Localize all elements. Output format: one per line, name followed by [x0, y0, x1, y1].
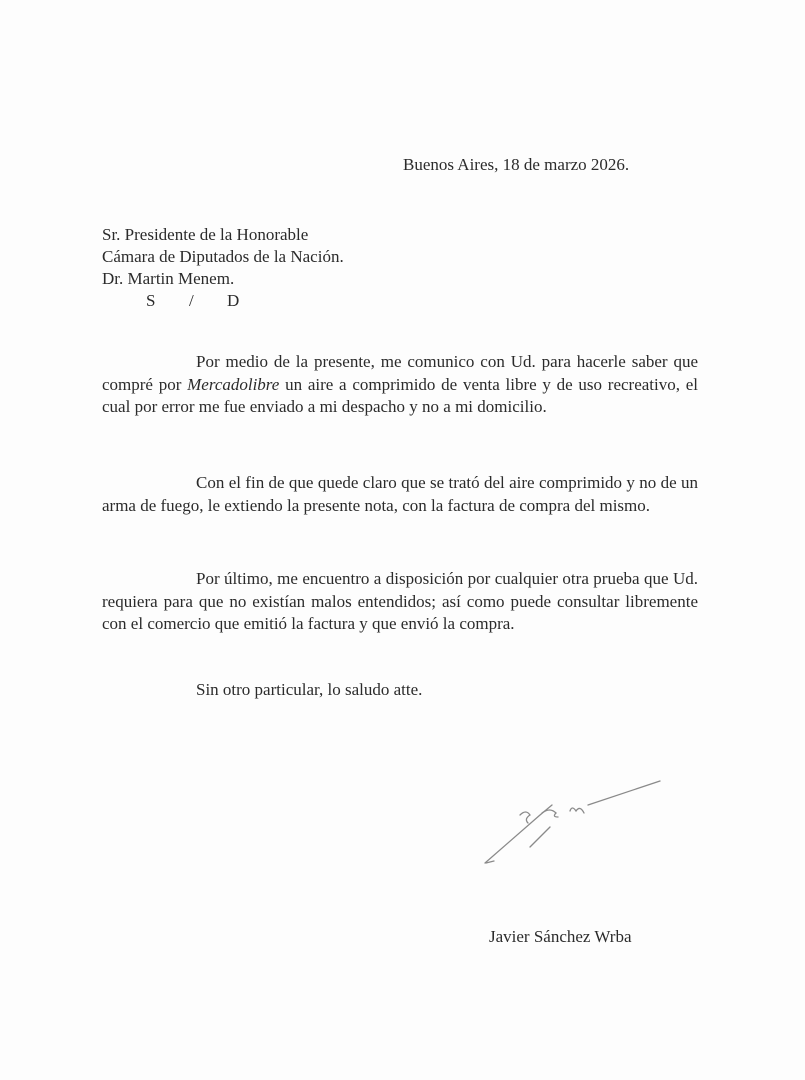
addressee-line-2: Cámara de Diputados de la Nación. [102, 247, 344, 266]
handwritten-signature-icon [480, 775, 680, 885]
date-line: Buenos Aires, 18 de marzo 2026. [403, 155, 630, 174]
paragraph-1-text-a: Por medio de la presente, me comunico con Ud. para hacerle saber que compré por [102, 352, 698, 394]
s-d-line [102, 290, 344, 312]
paragraph-4: Sin otro particular, lo saludo atte. [196, 680, 423, 699]
addressee-block [102, 224, 344, 312]
mercadolibre-italic: Mercadolibre [187, 374, 280, 394]
paragraph-3: Por último, me encuentro a disposición por cualquier otra prueba que Ud. requiera para que no existían malos entendidos; así como puede consultar libremente con el comercio que emitió la factura y que envió la compra. [102, 569, 698, 633]
paragraph-1 [102, 351, 698, 419]
signer-name: Javier Sánchez Wrba [489, 927, 632, 946]
d-letter: D [227, 291, 240, 310]
paragraph-2: Con el fin de que quede claro que se trató del aire comprimido y no de un arma de fuego, le extiendo la presente nota, con la factura de compra del mismo. [102, 473, 698, 515]
paragraph-1-text-b: un aire a comprimido de venta libre y de uso recreativo, el cual por error me fue enviado a mi despacho y no a mi domicilio. [102, 374, 698, 416]
slash: / [189, 291, 194, 310]
addressee-line-1: Sr. Presidente de la Honorable [102, 225, 309, 244]
s-letter: S [146, 291, 156, 310]
addressee-line-3: Dr. Martin Menem. [102, 269, 235, 288]
